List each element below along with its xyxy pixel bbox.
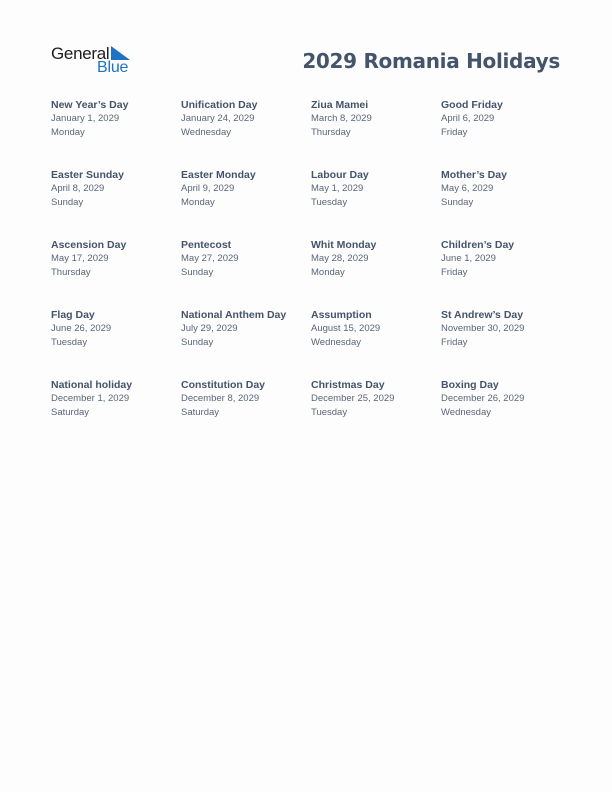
- holiday-item: [51, 308, 181, 378]
- generalblue-logo: [51, 44, 133, 78]
- holiday-name: Labour Day: [311, 169, 369, 181]
- holiday-date: July 29, 2029: [181, 323, 238, 334]
- holiday-name: Boxing Day: [441, 379, 499, 391]
- holiday-date: November 30, 2029: [441, 323, 525, 334]
- holiday-weekday: Thursday: [311, 126, 351, 138]
- holiday-item: [441, 378, 571, 448]
- holiday-name: Children’s Day: [441, 239, 515, 251]
- holiday-date: June 26, 2029: [51, 323, 112, 334]
- holiday-item: [311, 308, 441, 378]
- holiday-weekday: Friday: [441, 266, 468, 278]
- holiday-weekday: Wednesday: [311, 336, 361, 348]
- holiday-name: Easter Monday: [181, 169, 256, 181]
- holiday-date: May 27, 2029: [181, 253, 239, 264]
- holiday-item: [181, 168, 311, 238]
- holiday-item: [51, 168, 181, 238]
- holiday-date: March 8, 2029: [311, 113, 372, 124]
- holiday-weekday: Thursday: [51, 266, 91, 278]
- holiday-item: [441, 238, 571, 308]
- holiday-weekday: Tuesday: [51, 336, 88, 348]
- holiday-item: [181, 308, 311, 378]
- holiday-date: December 1, 2029: [51, 393, 130, 404]
- holiday-date: December 25, 2029: [311, 393, 395, 404]
- holiday-item: [311, 98, 441, 168]
- holiday-weekday: Sunday: [441, 196, 474, 208]
- holiday-date: January 1, 2029: [51, 113, 120, 124]
- holiday-item: [51, 238, 181, 308]
- logo-word-blue: Blue: [97, 59, 129, 76]
- holiday-name: Good Friday: [441, 99, 503, 111]
- holiday-item: [441, 168, 571, 238]
- holiday-date: August 15, 2029: [311, 323, 381, 334]
- holiday-name: New Year’s Day: [51, 99, 129, 111]
- holiday-weekday: Friday: [441, 336, 468, 348]
- holiday-weekday: Friday: [441, 126, 468, 138]
- holiday-date: December 26, 2029: [441, 393, 525, 404]
- holiday-weekday: Monday: [311, 266, 345, 278]
- holiday-date: April 6, 2029: [441, 113, 495, 124]
- holiday-name: Pentecost: [181, 239, 232, 251]
- holiday-item: [181, 378, 311, 448]
- holiday-grid: [51, 98, 571, 448]
- holiday-date: April 8, 2029: [51, 183, 105, 194]
- holiday-item: [311, 238, 441, 308]
- holiday-weekday: Saturday: [51, 406, 90, 418]
- holiday-item: [441, 98, 571, 168]
- holiday-name: National holiday: [51, 379, 133, 391]
- holiday-name: St Andrew’s Day: [441, 309, 524, 321]
- holiday-item: [181, 238, 311, 308]
- holiday-item: [311, 168, 441, 238]
- holiday-name: Whit Monday: [311, 239, 377, 251]
- holiday-date: April 9, 2029: [181, 183, 235, 194]
- holiday-weekday: Monday: [51, 126, 85, 138]
- holiday-weekday: Sunday: [181, 336, 214, 348]
- holiday-weekday: Monday: [181, 196, 215, 208]
- holiday-date: May 6, 2029: [441, 183, 494, 194]
- holiday-item: [311, 378, 441, 448]
- logo-triangle-icon: [111, 46, 130, 60]
- holiday-name: Unification Day: [181, 99, 258, 111]
- holiday-date: May 28, 2029: [311, 253, 369, 264]
- holiday-name: Mother’s Day: [441, 169, 507, 181]
- holiday-weekday: Tuesday: [311, 406, 348, 418]
- holiday-item: [51, 378, 181, 448]
- holiday-date: May 17, 2029: [51, 253, 109, 264]
- holiday-name: Ziua Mamei: [311, 99, 369, 111]
- holiday-name: Flag Day: [51, 309, 95, 321]
- holiday-weekday: Tuesday: [311, 196, 348, 208]
- holiday-item: [51, 98, 181, 168]
- holiday-weekday: Wednesday: [441, 406, 491, 418]
- holiday-name: Christmas Day: [311, 379, 385, 391]
- holiday-date: June 1, 2029: [441, 253, 496, 264]
- holiday-weekday: Wednesday: [181, 126, 231, 138]
- holiday-date: May 1, 2029: [311, 183, 364, 194]
- holiday-name: Ascension Day: [51, 239, 127, 251]
- holiday-name: Assumption: [311, 309, 372, 321]
- holiday-name: National Anthem Day: [181, 309, 287, 321]
- holiday-name: Easter Sunday: [51, 169, 124, 181]
- holiday-item: [441, 308, 571, 378]
- holiday-weekday: Sunday: [181, 266, 214, 278]
- logo-word-general: General: [51, 44, 110, 63]
- holiday-date: December 8, 2029: [181, 393, 260, 404]
- holiday-item: [181, 98, 311, 168]
- holiday-weekday: Sunday: [51, 196, 84, 208]
- holiday-weekday: Saturday: [181, 406, 220, 418]
- page-title: 2029 Romania Holidays: [302, 49, 560, 73]
- holiday-date: January 24, 2029: [181, 113, 255, 124]
- holiday-name: Constitution Day: [181, 379, 265, 391]
